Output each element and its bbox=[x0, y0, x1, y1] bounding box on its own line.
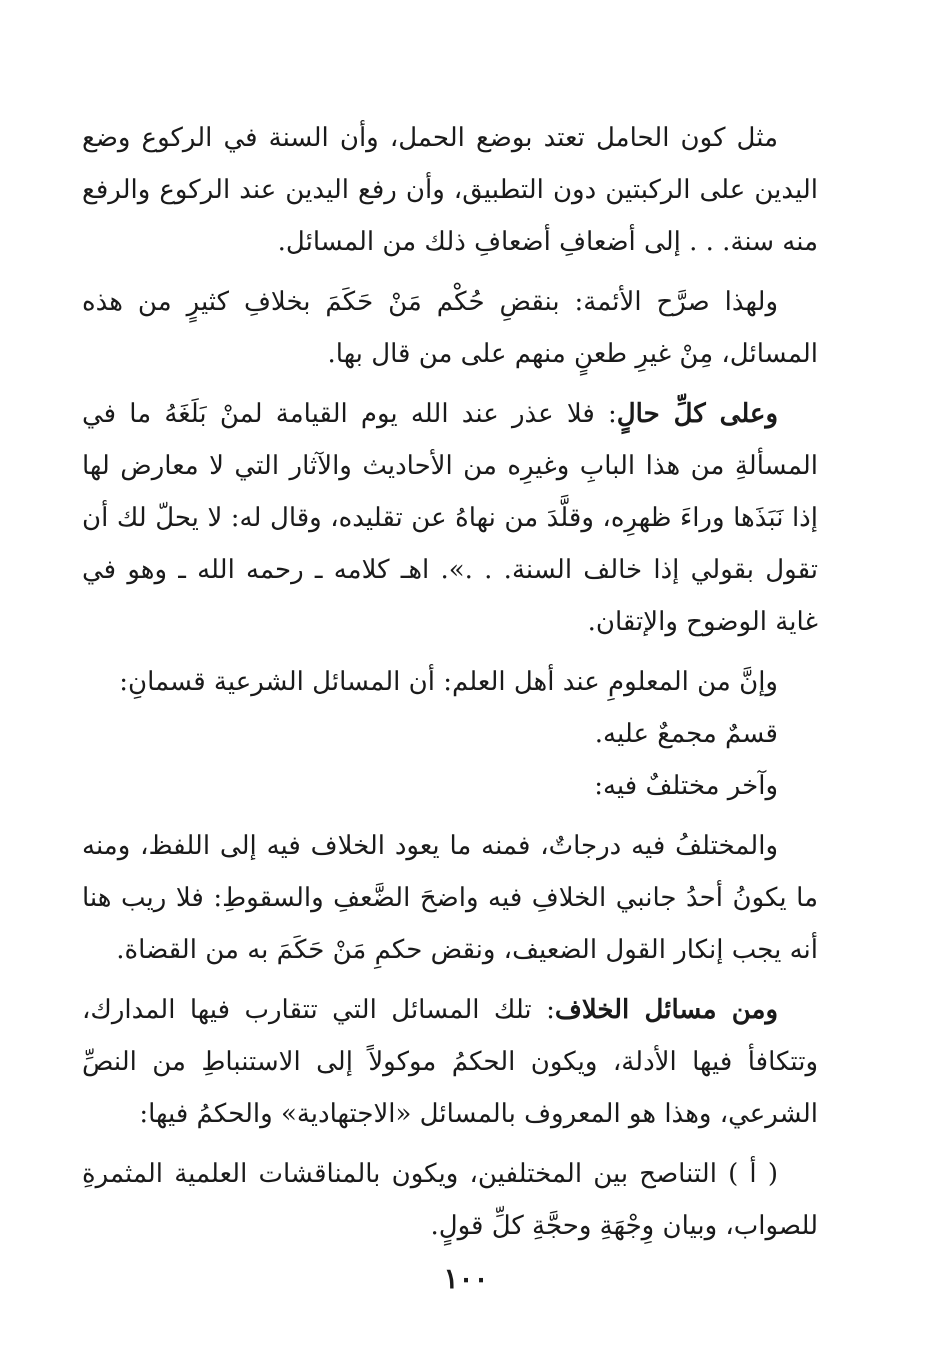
paragraph-4-line-3: وآخر مختلفٌ فيه: bbox=[594, 771, 778, 801]
paragraph-6-text: : تلك المسائل التي تتقارب فيها المدارك، وتتكافأ فيها الأدلة، ويكون الحكمُ موكولاً إلى الاستنباطِ من النصِّ الشرعي، وهذا هو المعروف بالمسائل «الاجتهادية» والحكمُ فيها: bbox=[82, 995, 818, 1129]
page-body bbox=[82, 112, 818, 1260]
paragraph-6 bbox=[82, 984, 818, 1140]
paragraph-4 bbox=[82, 656, 818, 812]
paragraph-2: ولهذا صرَّح الأئمة: بنقضِ حُكْم مَنْ حَكَمَ بخلافِ كثيرٍ من هذه المسائل، مِنْ غيرِ طعنٍ منهم على من قال بها. bbox=[82, 287, 818, 369]
paragraph-1: مثل كون الحامل تعتد بوضع الحمل، وأن السنة في الركوع وضع اليدين على الركبتين دون التطبيق، وأن رفع اليدين عند الركوع والرفع منه سنة. . . إلى أضعافِ أضعافِ ذلك من المسائل. bbox=[82, 123, 818, 257]
paragraph-6-lead: ومن مسائل الخلاف bbox=[554, 995, 778, 1025]
paragraph-4-line-1: وإنَّ من المعلومِ عند أهل العلم: أن المسائل الشرعية قسمانِ: bbox=[119, 667, 778, 697]
paragraph-3 bbox=[82, 388, 818, 648]
paragraph-5: والمختلفُ فيه درجاتٌ، فمنه ما يعود الخلاف فيه إلى اللفظ، ومنه ما يكونُ أحدُ جانبي الخلافِ فيه واضحَ الضَّعفِ والسقوطِ: فلا ريب هنا أنه يجب إنكار القول الضعيف، ونقض حكمِ مَنْ حَكَمَ به من القضاة. bbox=[82, 831, 818, 965]
paragraph-7: ( أ ) التناصح بين المختلفين، ويكون بالمناقشات العلمية المثمرةِ للصواب، وبيان وِجْهَةِ وحجَّةِ كلِّ قولٍ. bbox=[82, 1159, 818, 1241]
paragraph-3-lead: وعلى كلِّ حالٍ bbox=[616, 399, 779, 429]
paragraph-4-line-2: قسمٌ مجمعٌ عليه. bbox=[594, 719, 778, 749]
page-number: ١٠٠ bbox=[443, 1262, 489, 1295]
paragraph-3-text: : فلا عذر عند الله يوم القيامة لمنْ بَلَغَهُ ما في المسألةِ من هذا البابِ وغيرِه من الأحاديث والآثار التي لا معارض لها إذا نَبَذَها وراءَ ظهرِه، وقلَّدَ من نهاهُ عن تقليده، وقال له: لا يحلّ لك أن تقول بقولي إذا خالف السنة. . .». اهـ كلامه ـ رحمه الله ـ وهو في غاية الوضوح والإتقان. bbox=[82, 399, 818, 637]
